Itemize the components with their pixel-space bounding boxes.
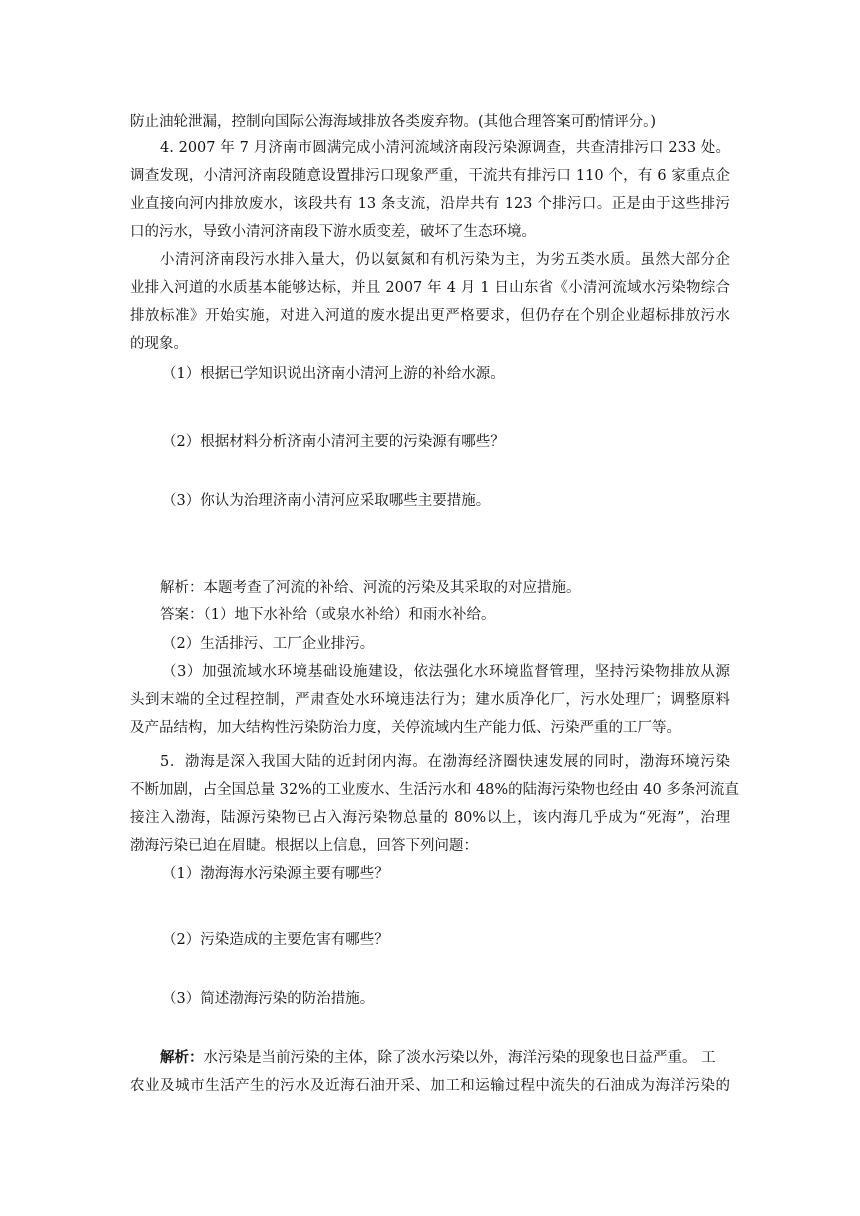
question-4-3: （3）你认为治理济南小清河应采取哪些主要措施。: [162, 493, 491, 509]
question-4-intro: 4. 2007 年 7 月济南市圆满完成小清河流域济南段污染源调查，共查清排污口 233 处。: [160, 140, 730, 156]
text-line: 头到末端的全过程控制，严肃查处水环境违法行为；建水质净化厂，污水处理厂；调整原料: [130, 692, 730, 708]
question-5-3: （3）简述渤海污染的防治措施。: [162, 991, 375, 1007]
answer-4-3: （3）加强流域水环境基础设施建设，依法强化水环境监督管理，坚持污染物排放从源: [162, 664, 730, 680]
answer-4-2: （2）生活排污、工厂企业排污。: [162, 636, 375, 652]
text-line: 接注入渤海，陆源污染物已占入海污染物总量的 80%以上，该内海几乎成为“死海”，治理: [130, 810, 730, 826]
analysis-4: 解析：本题考查了河流的补给、河流的污染及其采取的对应措施。: [160, 580, 581, 596]
text-line: 业排入河道的水质基本能够达标，并且 2007 年 4 月 1 日山东省《小清河流域水污染物综合: [130, 280, 730, 296]
question-5-1: （1）渤海海水污染源主要有哪些？: [162, 866, 389, 882]
text-line: 的现象。: [130, 336, 188, 352]
text-line: 调查发现，小清河济南段随意设置排污口现象严重，干流共有排污口 110 个，有 6 家重点企: [130, 168, 730, 184]
text-line: 业直接向河内排放废水，该段共有 13 条支流，沿岸共有 123 个排污口。正是由于这些排污: [130, 196, 730, 212]
text-line: 农业及城市生活产生的污水及近海石油开采、加工和运输过程中流失的石油成为海洋污染的: [130, 1078, 730, 1094]
question-4-2: （2）根据材料分析济南小清河主要的污染源有哪些？: [162, 434, 505, 450]
text-line: 小清河济南段污水排入量大，仍以氨氮和有机污染为主，为劣五类水质。虽然大部分企: [160, 252, 730, 268]
analysis-label: 解析：: [160, 1049, 204, 1066]
question-4-1: （1）根据已学知识说出济南小清河上游的补给水源。: [162, 366, 505, 382]
analysis-text: 水污染是当前污染的主体，除了淡水污染以外，海洋污染的现象也日益严重。 工: [203, 1050, 716, 1066]
text-line: 防止油轮泄漏，控制向国际公海海域排放各类废弃物。(其他合理答案可酌情评分。): [130, 114, 657, 130]
text-line: 不断加剧，占全国总量 32%的工业废水、生活污水和 48%的陆海污染物也经由 40 多条河流直: [130, 782, 739, 798]
question-5-2: （2）污染造成的主要危害有哪些？: [162, 932, 389, 948]
answer-4-1: 答案：（1）地下水补给（或泉水补给）和雨水补给。: [160, 607, 496, 623]
text-line: 及产品结构，加大结构性污染防治力度，关停流域内生产能力低、污染严重的工厂等。: [130, 720, 681, 736]
text-line: 渤海污染已迫在眉睫。根据以上信息，回答下列问题：: [130, 838, 478, 854]
text-line: 排放标准》开始实施，对进入河道的废水提出更严格要求，但仍存在个别企业超标排放污水: [130, 308, 730, 324]
analysis-5: [160, 1044, 730, 1072]
question-5-intro: 5．渤海是深入我国大陆的近封闭内海。在渤海经济圈快速发展的同时，渤海环境污染: [160, 754, 730, 770]
text-line: 口的污水，导致小清河济南段下游水质变差，破坏了生态环境。: [130, 224, 536, 240]
